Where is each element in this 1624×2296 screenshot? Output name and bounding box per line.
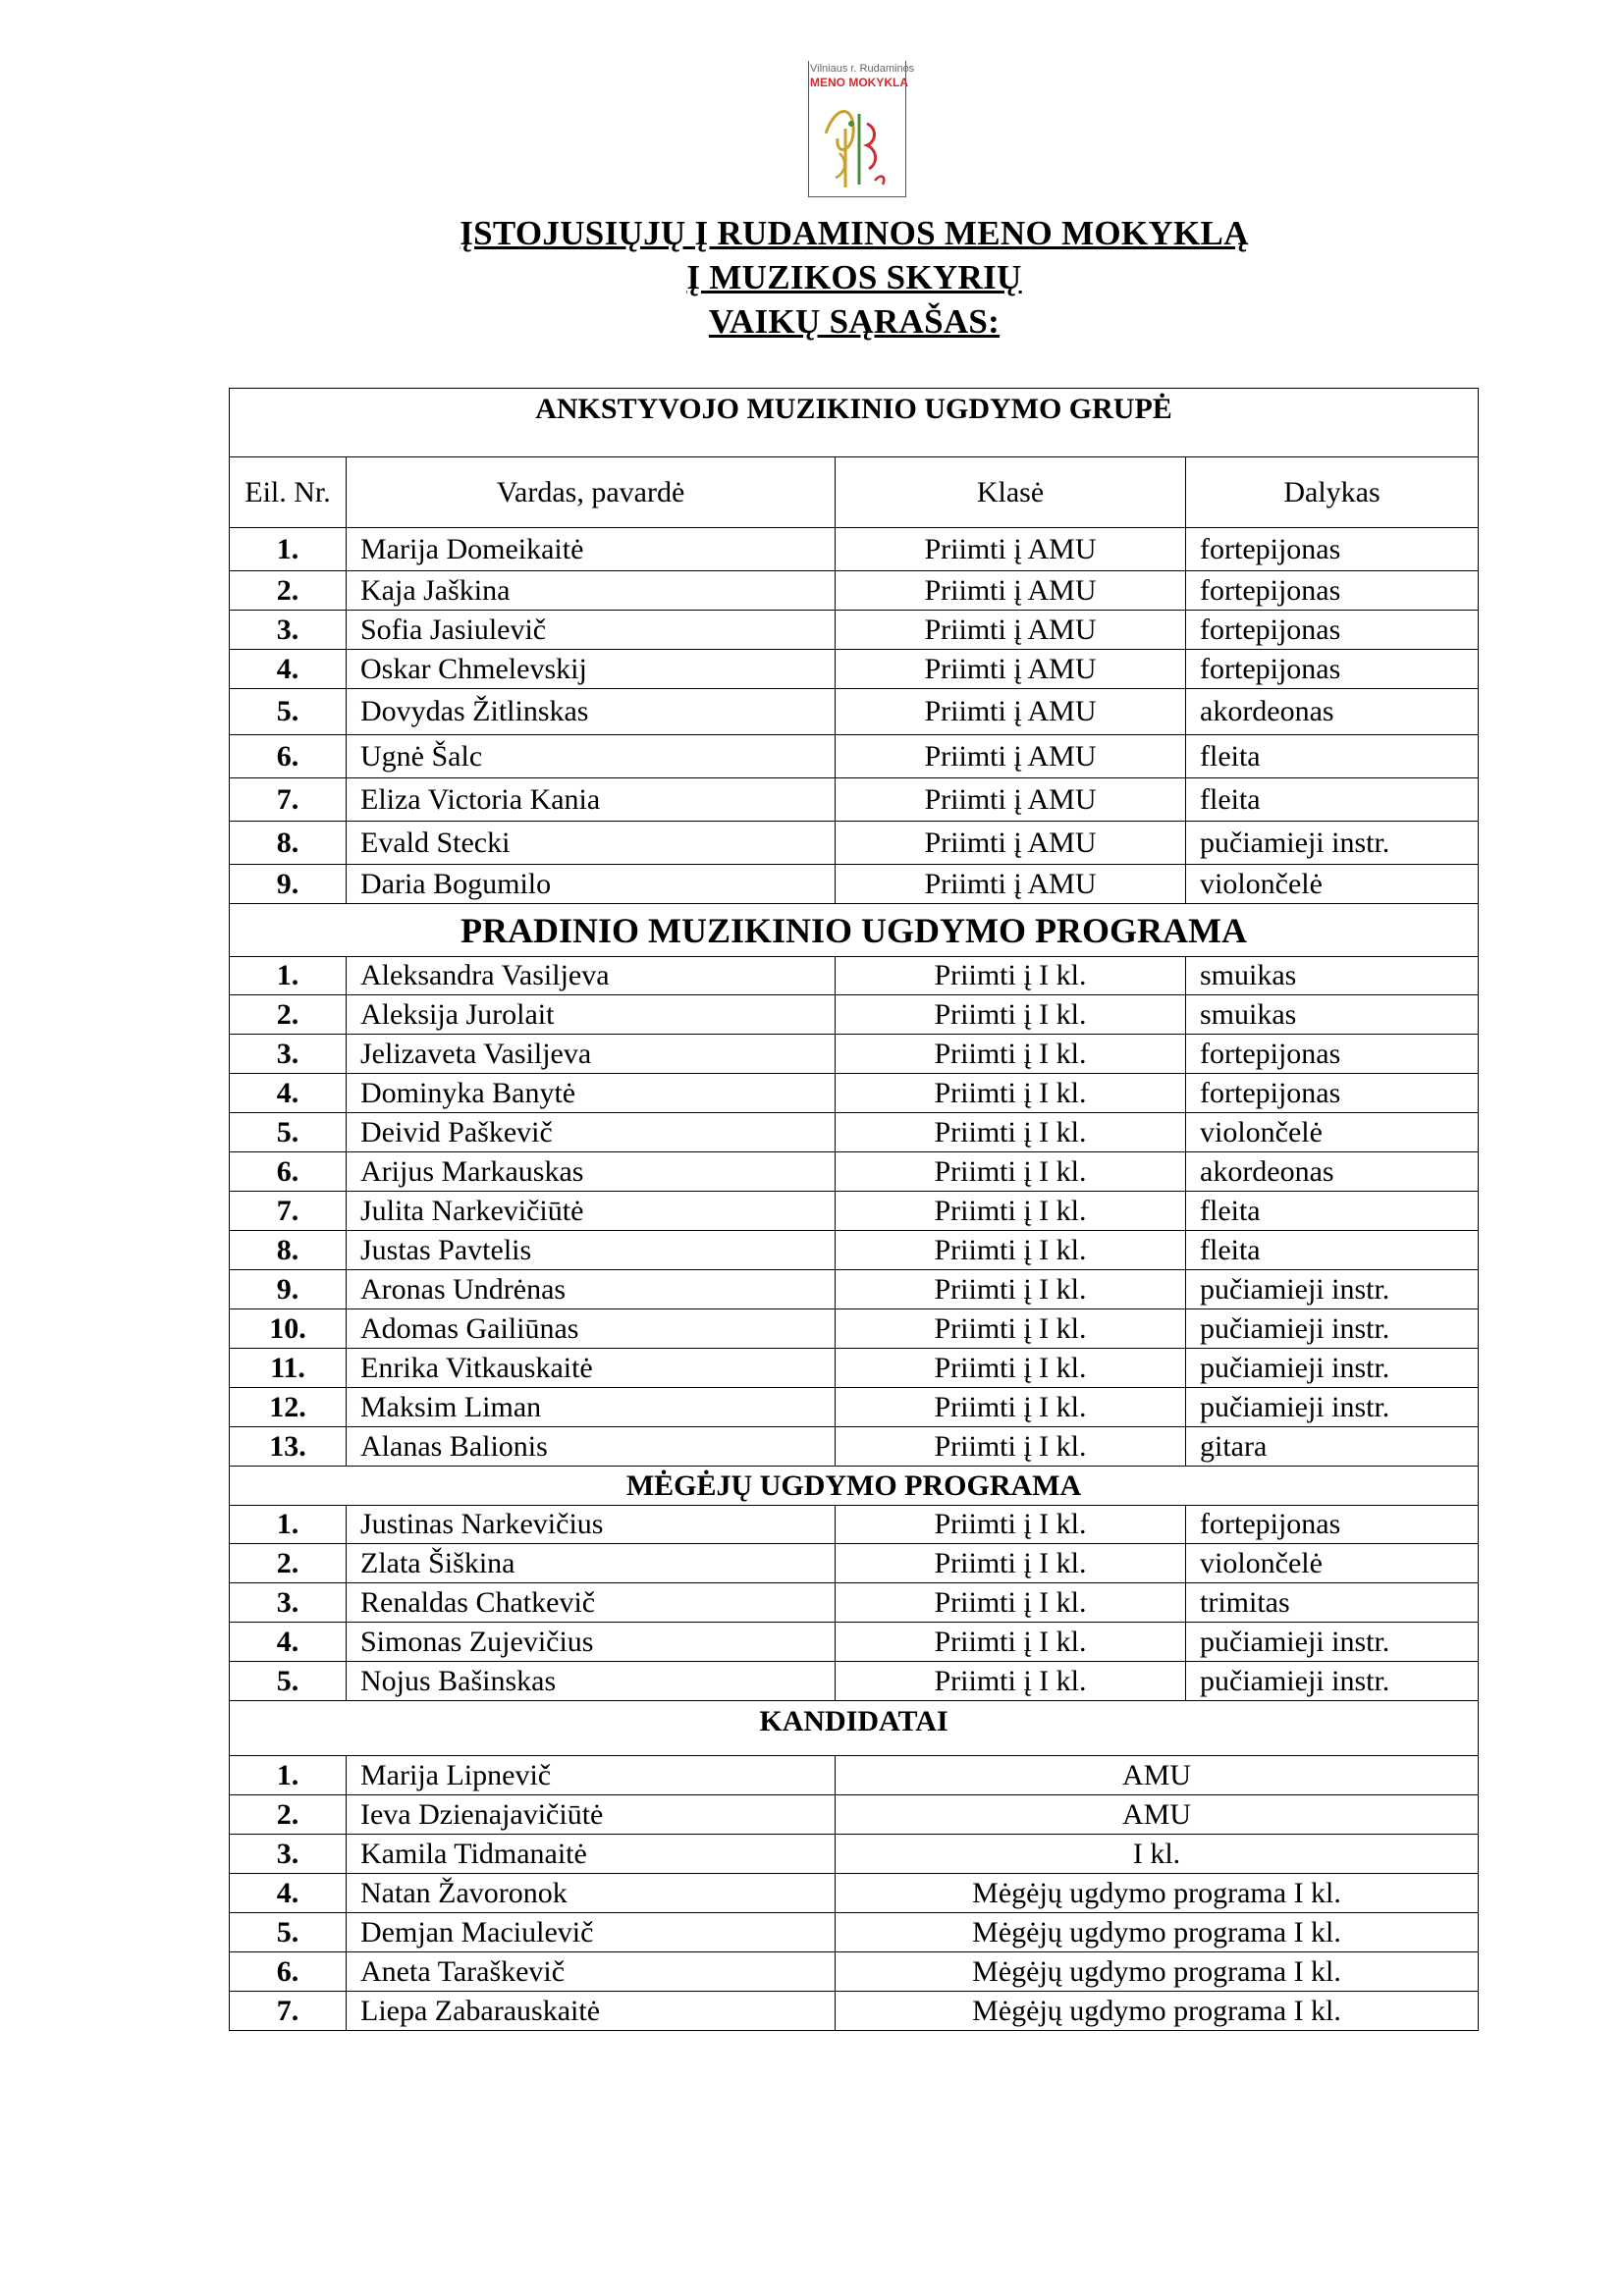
section-title: ANKSTYVOJO MUZIKINIO UGDYMO GRUPĖ: [230, 389, 1479, 457]
title-line-2: Į MUZIKOS SKYRIŲ: [686, 258, 1022, 296]
subject: fortepijonas: [1186, 1506, 1479, 1544]
row-number: 2.: [230, 571, 347, 611]
subject: fortepijonas: [1186, 1035, 1479, 1074]
admission-class: Priimti į AMU: [836, 865, 1186, 904]
row-number: 7.: [230, 1992, 347, 2031]
student-name: Enrika Vitkauskaitė: [347, 1349, 836, 1388]
table-row: [230, 1074, 1479, 1113]
student-name: Aronas Undrėnas: [347, 1270, 836, 1309]
table-row: [230, 735, 1479, 778]
subject: fortepijonas: [1186, 1074, 1479, 1113]
section-header-row: [230, 1467, 1479, 1506]
candidate-class: AMU: [836, 1756, 1479, 1795]
subject: fortepijonas: [1186, 611, 1479, 650]
table-row: [230, 1035, 1479, 1074]
table-row: [230, 689, 1479, 735]
row-number: 1.: [230, 528, 347, 571]
row-number: 8.: [230, 1231, 347, 1270]
section-title: KANDIDATAI: [230, 1701, 1479, 1756]
row-number: 2.: [230, 995, 347, 1035]
table-row: [230, 1152, 1479, 1192]
student-name: Alanas Balionis: [347, 1427, 836, 1467]
student-name: Aleksandra Vasiljeva: [347, 957, 836, 995]
table-row: [230, 1952, 1479, 1992]
table-row: [230, 650, 1479, 689]
row-number: 12.: [230, 1388, 347, 1427]
subject: violončelė: [1186, 865, 1479, 904]
student-name: Zlata Šiškina: [347, 1544, 836, 1583]
student-name: Kaja Jaškina: [347, 571, 836, 611]
subject: gitara: [1186, 1427, 1479, 1467]
admission-class: Priimti į I kl.: [836, 1074, 1186, 1113]
school-logo: [808, 61, 915, 198]
subject: pučiamieji instr.: [1186, 1388, 1479, 1427]
admission-class: Priimti į AMU: [836, 735, 1186, 778]
section-title: MĖGĖJŲ UGDYMO PROGRAMA: [230, 1467, 1479, 1506]
subject: fleita: [1186, 1192, 1479, 1231]
row-number: 4.: [230, 650, 347, 689]
admission-class: Priimti į AMU: [836, 528, 1186, 571]
table-row: [230, 1992, 1479, 2031]
table-row: [230, 995, 1479, 1035]
admission-class: Priimti į AMU: [836, 822, 1186, 865]
admission-class: Priimti į I kl.: [836, 1506, 1186, 1544]
student-name: Liepa Zabarauskaitė: [347, 1992, 836, 2031]
table-row: [230, 1113, 1479, 1152]
subject: akordeonas: [1186, 689, 1479, 735]
column-header-row: [230, 457, 1479, 528]
section-header-row: [230, 904, 1479, 957]
admission-class: Priimti į I kl.: [836, 1349, 1186, 1388]
row-number: 10.: [230, 1309, 347, 1349]
table-row: [230, 778, 1479, 822]
table-row: [230, 1756, 1479, 1795]
table-row: [230, 1192, 1479, 1231]
admission-class: Priimti į I kl.: [836, 957, 1186, 995]
candidate-class: Mėgėjų ugdymo programa I kl.: [836, 1874, 1479, 1913]
subject: trimitas: [1186, 1583, 1479, 1623]
admission-class: Priimti į I kl.: [836, 1309, 1186, 1349]
table-row: [230, 528, 1479, 571]
student-name: Evald Stecki: [347, 822, 836, 865]
column-header-no: Eil. Nr.: [230, 457, 347, 528]
student-name: Deivid Paškevič: [347, 1113, 836, 1152]
row-number: 6.: [230, 735, 347, 778]
title-line-1: ĮSTOJUSIŲJŲ Į RUDAMINOS MENO MOKYKLĄ: [460, 214, 1249, 252]
row-number: 3.: [230, 1583, 347, 1623]
student-name: Daria Bogumilo: [347, 865, 836, 904]
row-number: 11.: [230, 1349, 347, 1388]
row-number: 3.: [230, 1835, 347, 1874]
student-name: Simonas Zujevičius: [347, 1623, 836, 1662]
subject: pučiamieji instr.: [1186, 1662, 1479, 1701]
student-name: Oskar Chmelevskij: [347, 650, 836, 689]
student-name: Marija Lipnevič: [347, 1756, 836, 1795]
section-header-row: [230, 389, 1479, 457]
title-line-3: VAIKŲ SĄRAŠAS:: [708, 302, 1001, 341]
table-row: [230, 1662, 1479, 1701]
student-name: Dominyka Banytė: [347, 1074, 836, 1113]
row-number: 3.: [230, 1035, 347, 1074]
row-number: 5.: [230, 1913, 347, 1952]
row-number: 6.: [230, 1952, 347, 1992]
table-row: [230, 1309, 1479, 1349]
row-number: 6.: [230, 1152, 347, 1192]
admission-class: Priimti į I kl.: [836, 1192, 1186, 1231]
row-number: 9.: [230, 1270, 347, 1309]
document-title: [0, 211, 1624, 344]
admission-class: Priimti į I kl.: [836, 1388, 1186, 1427]
student-name: Sofia Jasiulevič: [347, 611, 836, 650]
admission-table-body: [230, 389, 1479, 2031]
admission-class: Priimti į AMU: [836, 689, 1186, 735]
table-row: [230, 1544, 1479, 1583]
student-name: Julita Narkevičiūtė: [347, 1192, 836, 1231]
admission-class: Priimti į I kl.: [836, 995, 1186, 1035]
student-name: Renaldas Chatkevič: [347, 1583, 836, 1623]
candidate-class: Mėgėjų ugdymo programa I kl.: [836, 1992, 1479, 2031]
table-row: [230, 1913, 1479, 1952]
row-number: 5.: [230, 1113, 347, 1152]
subject: pučiamieji instr.: [1186, 822, 1479, 865]
subject: akordeonas: [1186, 1152, 1479, 1192]
student-name: Demjan Maciulevič: [347, 1913, 836, 1952]
student-name: Natan Žavoronok: [347, 1874, 836, 1913]
subject: pučiamieji instr.: [1186, 1349, 1479, 1388]
row-number: 1.: [230, 1756, 347, 1795]
student-name: Aleksija Jurolait: [347, 995, 836, 1035]
subject: fleita: [1186, 735, 1479, 778]
admission-class: Priimti į I kl.: [836, 1270, 1186, 1309]
admission-class: Priimti į AMU: [836, 611, 1186, 650]
admission-class: Priimti į AMU: [836, 778, 1186, 822]
column-header-class: Klasė: [836, 457, 1186, 528]
subject: fortepijonas: [1186, 571, 1479, 611]
admission-class: Priimti į I kl.: [836, 1583, 1186, 1623]
row-number: 7.: [230, 778, 347, 822]
table-row: [230, 571, 1479, 611]
student-name: Ugnė Šalc: [347, 735, 836, 778]
row-number: 4.: [230, 1874, 347, 1913]
table-row: [230, 957, 1479, 995]
section-header-row: [230, 1701, 1479, 1756]
row-number: 1.: [230, 1506, 347, 1544]
row-number: 1.: [230, 957, 347, 995]
row-number: 2.: [230, 1544, 347, 1583]
logo-school-name: MENO MOKYKLA: [810, 76, 908, 89]
admission-class: Priimti į I kl.: [836, 1152, 1186, 1192]
subject: smuikas: [1186, 957, 1479, 995]
student-name: Jelizaveta Vasiljeva: [347, 1035, 836, 1074]
table-row: [230, 1349, 1479, 1388]
table-row: [230, 1506, 1479, 1544]
table-row: [230, 1874, 1479, 1913]
student-name: Kamila Tidmanaitė: [347, 1835, 836, 1874]
subject: pučiamieji instr.: [1186, 1623, 1479, 1662]
table-row: [230, 611, 1479, 650]
student-name: Justas Pavtelis: [347, 1231, 836, 1270]
student-name: Aneta Taraškevič: [347, 1952, 836, 1992]
subject: violončelė: [1186, 1544, 1479, 1583]
column-header-subject: Dalykas: [1186, 457, 1479, 528]
column-header-name: Vardas, pavardė: [347, 457, 836, 528]
student-name: Dovydas Žitlinskas: [347, 689, 836, 735]
row-number: 4.: [230, 1074, 347, 1113]
candidate-class: AMU: [836, 1795, 1479, 1835]
student-name: Justinas Narkevičius: [347, 1506, 836, 1544]
subject: fleita: [1186, 778, 1479, 822]
row-number: 5.: [230, 689, 347, 735]
admission-class: Priimti į I kl.: [836, 1113, 1186, 1152]
logo-school-location: Vilniaus r. Rudaminos: [810, 63, 915, 75]
table-row: [230, 1270, 1479, 1309]
row-number: 8.: [230, 822, 347, 865]
subject: violončelė: [1186, 1113, 1479, 1152]
subject: fleita: [1186, 1231, 1479, 1270]
student-name: Ieva Dzienajavičiūtė: [347, 1795, 836, 1835]
table-row: [230, 1583, 1479, 1623]
table-row: [230, 1427, 1479, 1467]
student-name: Marija Domeikaitė: [347, 528, 836, 571]
admission-class: Priimti į I kl.: [836, 1623, 1186, 1662]
subject: pučiamieji instr.: [1186, 1270, 1479, 1309]
subject: fortepijonas: [1186, 650, 1479, 689]
candidate-class: I kl.: [836, 1835, 1479, 1874]
admission-class: Priimti į I kl.: [836, 1662, 1186, 1701]
table-row: [230, 1795, 1479, 1835]
logo-emblem-icon: [816, 94, 898, 192]
row-number: 13.: [230, 1427, 347, 1467]
row-number: 5.: [230, 1662, 347, 1701]
subject: pučiamieji instr.: [1186, 1309, 1479, 1349]
row-number: 4.: [230, 1623, 347, 1662]
admission-class: Priimti į I kl.: [836, 1035, 1186, 1074]
student-name: Adomas Gailiūnas: [347, 1309, 836, 1349]
table-row: [230, 1388, 1479, 1427]
admission-class: Priimti į I kl.: [836, 1231, 1186, 1270]
subject: fortepijonas: [1186, 528, 1479, 571]
student-name: Eliza Victoria Kania: [347, 778, 836, 822]
admission-class: Priimti į AMU: [836, 650, 1186, 689]
row-number: 7.: [230, 1192, 347, 1231]
candidate-class: Mėgėjų ugdymo programa I kl.: [836, 1952, 1479, 1992]
admission-class: Priimti į I kl.: [836, 1544, 1186, 1583]
admission-class: Priimti į I kl.: [836, 1427, 1186, 1467]
table-row: [230, 1231, 1479, 1270]
table-row: [230, 1835, 1479, 1874]
row-number: 9.: [230, 865, 347, 904]
admission-table: [229, 388, 1479, 2031]
subject: smuikas: [1186, 995, 1479, 1035]
row-number: 2.: [230, 1795, 347, 1835]
candidate-class: Mėgėjų ugdymo programa I kl.: [836, 1913, 1479, 1952]
row-number: 3.: [230, 611, 347, 650]
student-name: Arijus Markauskas: [347, 1152, 836, 1192]
admission-class: Priimti į AMU: [836, 571, 1186, 611]
table-row: [230, 865, 1479, 904]
section-title: PRADINIO MUZIKINIO UGDYMO PROGRAMA: [230, 904, 1479, 957]
table-row: [230, 822, 1479, 865]
student-name: Maksim Liman: [347, 1388, 836, 1427]
table-row: [230, 1623, 1479, 1662]
student-name: Nojus Bašinskas: [347, 1662, 836, 1701]
